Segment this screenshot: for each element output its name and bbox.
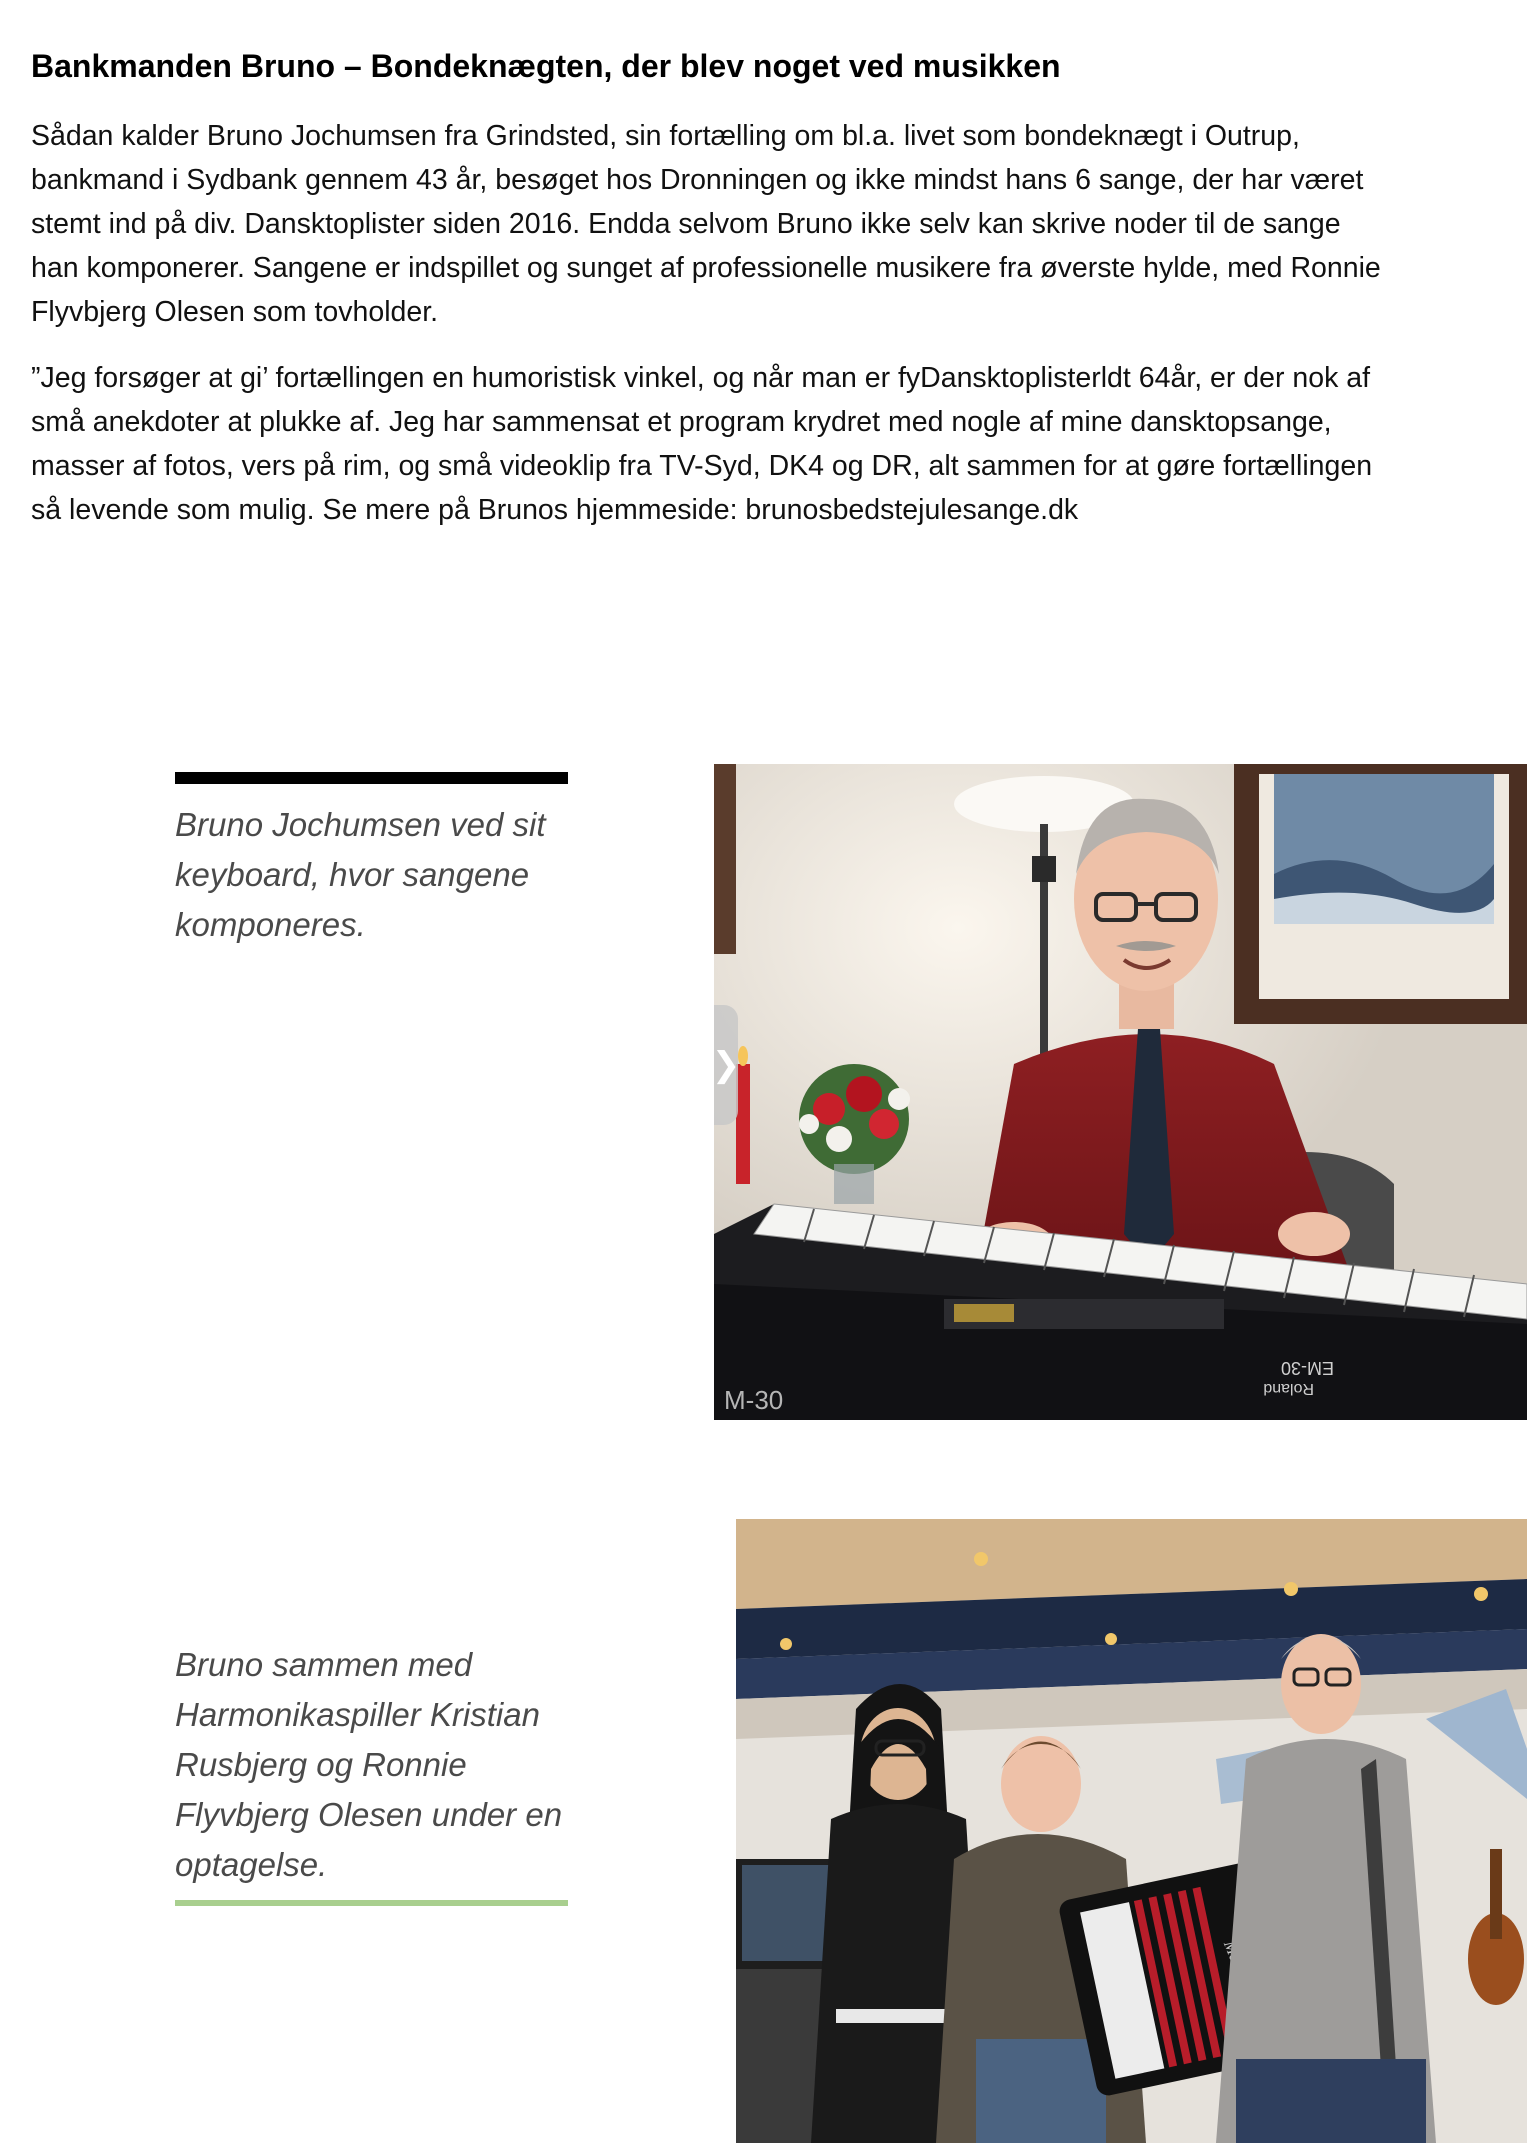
photo2-caption: Bruno sammen med Harmonikaspiller Kristian Rusbjerg og Ronnie Flyvbjerg Olesen under en optagelse. (175, 1646, 563, 1883)
keyboard-brand: Roland (1263, 1380, 1314, 1397)
caption-bottom-rule (175, 1900, 568, 1906)
caption-top-rule (175, 772, 568, 784)
accordion-photo (736, 1519, 1527, 2143)
article-title: Bankmanden Bruno – Bondeknægten, der blev noget ved musikken (31, 48, 1061, 84)
intro-paragraph: Sådan kalder Bruno Jochumsen fra Grindsted, sin fortælling om bl.a. livet som bondeknægt i Outrup, bankmand i Sydbank gennem 43 år, besøget hos Dronningen og ikke mindst hans 6 sange, der har været stemt ind på div. Dansktoplister siden 2016. Endda selvom Bruno ikke selv kan skrive noder til de sange han komponerer. Sangene er indspillet og sunget af professionelle musikere fra øverste hylde, med Ronnie Flyvbjerg Olesen som tovholder. (31, 120, 1381, 328)
keyboard-photo (711, 764, 1527, 1420)
quote-paragraph: ”Jeg forsøger at gi’ fortællingen en humoristisk vinkel, og når man er fyDansktoplisterldt 64år, er der nok af små anekdoter at plukke af. Jeg har sammensat et program krydret med nogle af mine dansktopsange, masser af fotos, vers på rim, og små videoklip fra TV-Syd, DK4 og DR, alt sammen for at gøre fortællingen så levende som mulig. Se mere på Brunos hjemmeside: brunosbedstejulesange.dk (31, 362, 1373, 526)
chevron-right-icon: ❯ (711, 1046, 741, 1084)
keyboard-photo-illustration (711, 764, 1527, 1420)
keyboard-model-edge: M-30 (724, 1385, 784, 1415)
accordion-photo-illustration (736, 1519, 1527, 2143)
gallery-next-arrow[interactable] (711, 1005, 741, 1125)
photo1-caption: Bruno Jochumsen ved sit keyboard, hvor sangene komponeres. (175, 806, 546, 943)
keyboard-label: EM-30 (1280, 1358, 1334, 1378)
